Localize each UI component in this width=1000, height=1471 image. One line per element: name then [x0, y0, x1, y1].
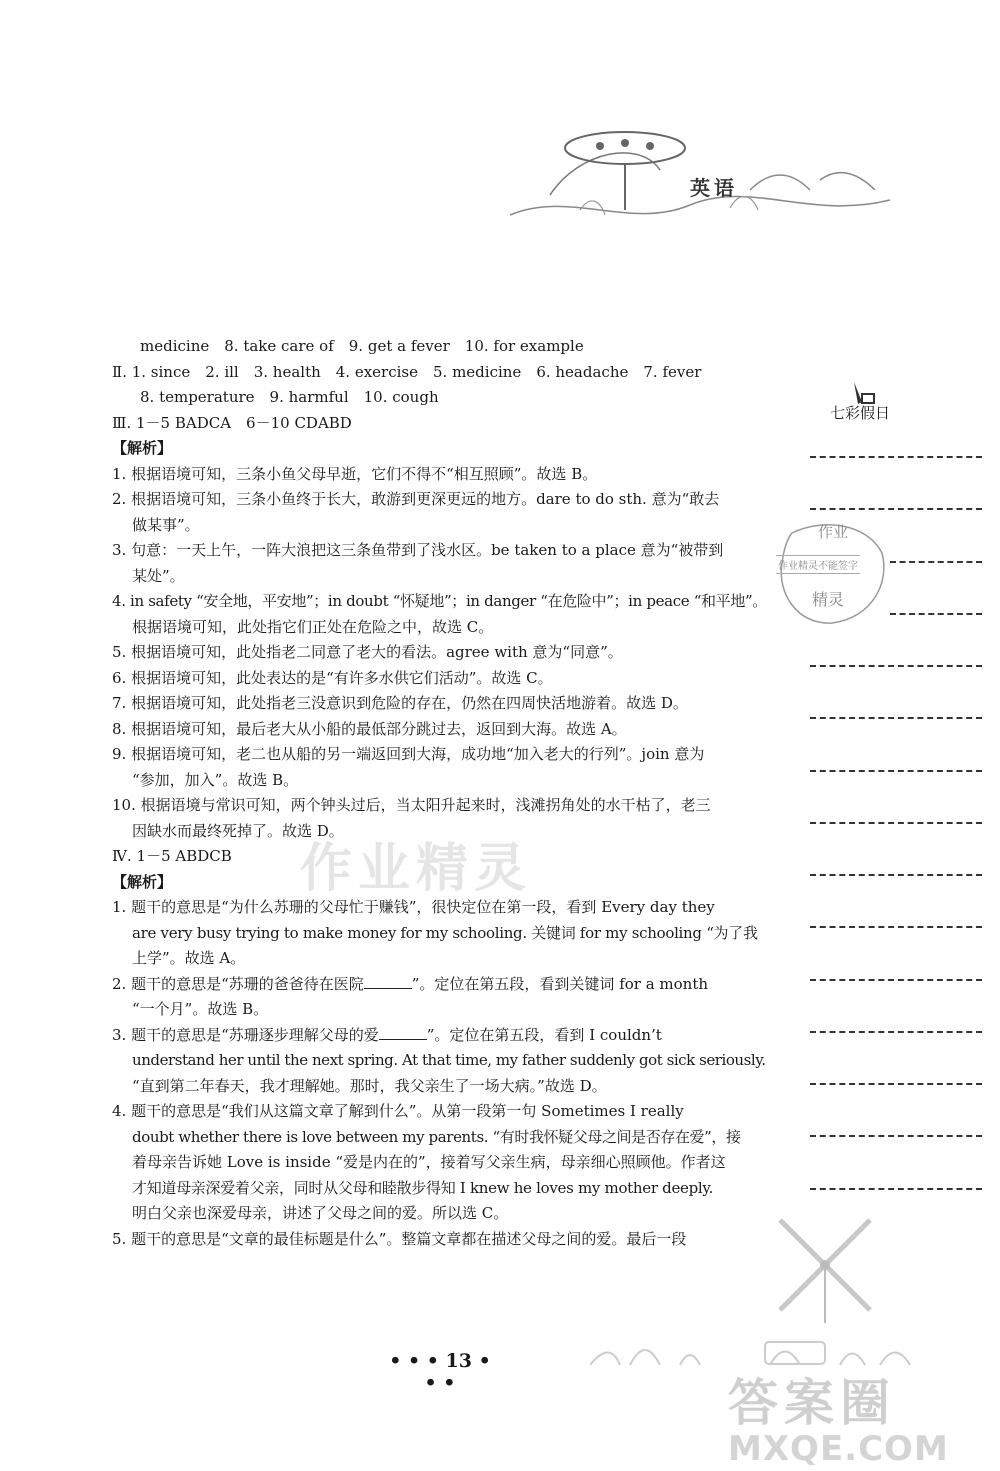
- subject-title: 英语: [690, 176, 738, 200]
- note-line: [810, 1031, 982, 1033]
- site-logo: [728, 1375, 990, 1467]
- question-text: ”。定位在第五段，看到 I couldn’t: [426, 1025, 662, 1044]
- section-heading: 【解析】: [112, 439, 173, 457]
- text-line: 5. 题干的意思是“文章的最佳标题是什么”。整篇文章都在描述父母之间的爱。最后一段: [112, 1229, 687, 1248]
- text-line: “直到第二年春天，我才理解她。那时，我父亲生了一场大病。”故选 D。: [132, 1076, 607, 1095]
- text-line: understand her until the next spring. At that time, my father suddenly got sick seriously.: [132, 1051, 766, 1069]
- answer-blank: [364, 974, 412, 989]
- note-line: [810, 926, 982, 928]
- text-line: 才知道母亲深爱着父亲，同时从父母和睦散步得知 I knew he loves my mother deeply.: [132, 1178, 714, 1197]
- text-line: Ⅱ. 1. since 2. ill 3. health 4. exercise 5. medicine 6. headache 7. fever: [112, 362, 702, 381]
- page-number: • • • 13 • • •: [389, 1350, 491, 1394]
- stamp: [772, 513, 890, 631]
- grass-decoration: [590, 1330, 920, 1370]
- text-line: [112, 972, 777, 998]
- text-line: 着母亲告诉她 Love is inside “爱是内在的”，接着写父亲生病，母亲细心照顾他。作者这: [132, 1153, 726, 1171]
- stamp-text: 作业精灵不能签字: [776, 555, 860, 574]
- sidebar-title: 七彩假日: [830, 404, 891, 422]
- question-text: 2. 题干的意思是“苏珊的爸爸待在医院: [112, 974, 364, 993]
- note-line: [890, 561, 982, 563]
- text-line: “一个月”。故选 B。: [132, 1000, 269, 1018]
- text-line: 4. 题干的意思是“我们从这篇文章了解到什么”。从第一段第一句 Sometimes I really: [112, 1102, 684, 1120]
- note-line: [810, 1188, 982, 1190]
- logo-text: 答案圈: [728, 1374, 896, 1432]
- note-line: [810, 717, 982, 719]
- text-line: 10. 根据语境与常识可知，两个钟头过后，当太阳升起来时，浅滩拐角处的水干枯了，老三: [112, 796, 711, 814]
- note-line: [810, 1135, 982, 1137]
- pen-icon: [848, 380, 878, 410]
- note-line: [810, 822, 982, 824]
- text-line: 2. 根据语境可知，三条小鱼终于长大，敢游到更深更远的地方。dare to do sth. 意为“敢去: [112, 490, 720, 508]
- text-line: medicine 8. take care of 9. get a fever 10. for example: [140, 337, 584, 355]
- text-line: doubt whether there is love between my parents. “有时我怀疑父母之间是否存在爱”，接: [132, 1127, 741, 1146]
- answer-content: [112, 334, 777, 1252]
- text-line: Ⅳ. 1－5 ABDCB: [112, 847, 232, 865]
- note-line: [810, 665, 982, 667]
- text-line: 因缺水而最终死掉了。故选 D。: [132, 821, 344, 840]
- logo-url: MXQE.COM: [728, 1429, 949, 1469]
- question-text: 3. 题干的意思是“苏珊逐步理解父母的爱: [112, 1025, 379, 1044]
- text-line: [112, 1023, 777, 1049]
- text-line: 7. 根据语境可知，此处指老三没意识到危险的存在，仍然在四周快活地游着。故选 D。: [112, 694, 688, 712]
- watermark: 作业精灵: [300, 839, 533, 899]
- text-line: 1. 根据语境可知，三条小鱼父母早逝，它们不得不“相互照顾”。故选 B。: [112, 464, 598, 483]
- text-line: 5. 根据语境可知，此处指老二同意了老大的看法。agree with 意为“同意”。: [112, 643, 623, 661]
- note-line: [890, 613, 982, 615]
- text-line: Ⅲ. 1－5 BADCA 6－10 CDABD: [112, 413, 352, 432]
- text-line: 3. 句意：一天上午，一阵大浪把这三条鱼带到了浅水区。be taken to a place 意为“被带到: [112, 541, 724, 559]
- note-line: [810, 770, 982, 772]
- question-text: ”。定位在第五段，看到关键词 for a month: [411, 974, 709, 993]
- note-line: [810, 508, 982, 510]
- text-line: 8. 根据语境可知，最后老大从小船的最低部分跳过去，返回到大海。故选 A。: [112, 719, 627, 738]
- text-line: 上学”。故选 A。: [132, 949, 246, 967]
- note-line: [810, 979, 982, 981]
- text-line: are very busy trying to make money for my schooling. 关键词 for my schooling “为了我: [132, 923, 758, 942]
- stamp-text: 精灵: [812, 590, 845, 609]
- text-line: 6. 根据语境可知，此处表达的是“有许多水供它们活动”。故选 C。: [112, 668, 553, 687]
- section-heading: 【解析】: [112, 872, 173, 891]
- text-line: 明白父亲也深爱母亲，讲述了父母之间的爱。所以选 C。: [132, 1204, 509, 1222]
- sidebar: [808, 390, 983, 423]
- answer-blank: [379, 1025, 427, 1040]
- text-line: 某处”。: [132, 566, 185, 585]
- text-line: 1. 题干的意思是“为什么苏珊的父母忙于赚钱”，很快定位在第一段，看到 Every day they: [112, 898, 715, 916]
- note-line: [810, 874, 982, 876]
- text-line: 8. temperature 9. harmful 10. cough: [140, 388, 439, 406]
- note-line: [810, 456, 982, 458]
- text-line: 根据语境可知，此处指它们正处在危险之中，故选 C。: [132, 617, 494, 636]
- text-line: 9. 根据语境可知，老二也从船的另一端返回到大海，成功地“加入老大的行列”。join 意为: [112, 745, 705, 763]
- note-line: [810, 1083, 982, 1085]
- windmill-illustration: [770, 1205, 880, 1325]
- text-line: 4. in safety “安全地，平安地”；in doubt “怀疑地”；in danger “在危险中”；in peace “和平地”。: [112, 592, 767, 610]
- text-line: “参加，加入”。故选 B。: [132, 770, 299, 789]
- stamp-text: 作业: [818, 523, 849, 541]
- text-line: 做某事”。: [132, 515, 200, 534]
